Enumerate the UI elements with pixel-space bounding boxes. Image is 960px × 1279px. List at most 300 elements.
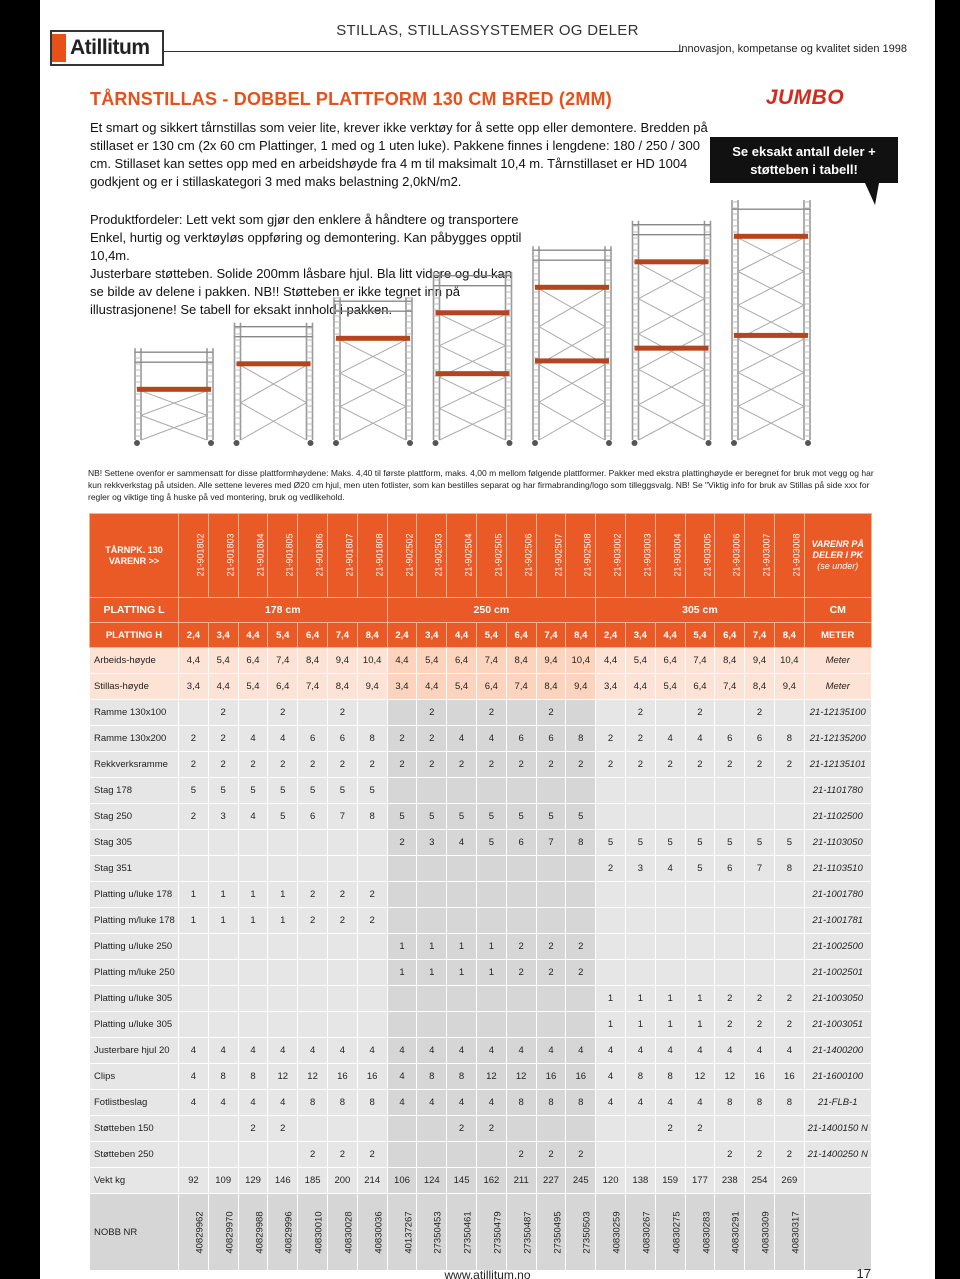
- scaffold-wheel: [208, 440, 214, 446]
- platting-length-group: 305 cm: [596, 598, 805, 623]
- part-quantity: 3: [417, 830, 447, 856]
- part-quantity: 4,4: [208, 674, 238, 700]
- part-quantity: 2: [327, 700, 357, 726]
- part-quantity: 5: [268, 804, 298, 830]
- part-quantity: 6,4: [476, 674, 506, 700]
- part-quantity: 2: [536, 1142, 566, 1168]
- part-quantity: 5: [566, 804, 596, 830]
- nobb-number-text: 40829970: [224, 1210, 236, 1254]
- part-quantity: 2: [327, 1142, 357, 1168]
- part-quantity: 4: [208, 1090, 238, 1116]
- part-number: 21-1001780: [804, 882, 871, 908]
- part-quantity: [745, 882, 775, 908]
- part-quantity: 5: [238, 778, 268, 804]
- part-quantity: [596, 960, 626, 986]
- package-code-text: 21-901806: [314, 533, 325, 577]
- part-quantity: [298, 856, 328, 882]
- scaffold-wheel: [333, 440, 339, 446]
- package-code: [596, 514, 626, 598]
- part-quantity: 2: [506, 1142, 536, 1168]
- part-quantity: [208, 1012, 238, 1038]
- part-row: [90, 778, 872, 804]
- part-row: [90, 908, 872, 934]
- part-quantity: [506, 908, 536, 934]
- footer-url[interactable]: www.atillitum.no: [444, 1268, 531, 1279]
- part-number: 21-1102500: [804, 804, 871, 830]
- nobb-number-text: 40830036: [373, 1210, 385, 1254]
- part-quantity: 8: [357, 804, 387, 830]
- scaffold-wheel: [805, 440, 811, 446]
- part-quantity: 2: [327, 752, 357, 778]
- part-quantity: 185: [298, 1168, 328, 1194]
- part-quantity: 4: [327, 1038, 357, 1064]
- part-quantity: 92: [179, 1168, 209, 1194]
- part-row: [90, 752, 872, 778]
- platting-height-value: 2,4: [596, 623, 626, 648]
- part-quantity: 4: [357, 1038, 387, 1064]
- platting-height-value: 4,4: [655, 623, 685, 648]
- nobb-ref-empty: [804, 1194, 871, 1271]
- part-quantity: 4: [179, 1064, 209, 1090]
- part-quantity: [417, 856, 447, 882]
- package-code-text: 21-902504: [463, 533, 474, 577]
- package-code-text: 21-902505: [493, 533, 504, 577]
- part-quantity: 4: [596, 1064, 626, 1090]
- part-quantity: 5: [774, 830, 804, 856]
- scaffold-platform: [137, 387, 211, 392]
- header-divider: [162, 51, 682, 52]
- part-quantity: [506, 700, 536, 726]
- part-row: [90, 882, 872, 908]
- part-quantity: 5,4: [238, 674, 268, 700]
- part-name: Rekkverksramme: [90, 752, 179, 778]
- part-quantity: [447, 700, 477, 726]
- part-quantity: 2: [357, 882, 387, 908]
- part-quantity: 5: [596, 830, 626, 856]
- product-benefits: Produktfordeler: Lett vekt som gjør den enklere å håndtere og transportere Enkel, hurtig og verktøyløs oppføring og demontering. Kan påbygges opptil 10,4m. Justerbare støtteben. Solide 200mm låsbare hjul. Bla litt og du kan se bilde av delene i pakken. NB!! Støtteben er ikke tegnet på illustrasjonene! Se tabell for eksakt innhold i pakken.: [90, 212, 522, 317]
- part-quantity: 7,4: [268, 648, 298, 674]
- scaffold-platform: [436, 310, 510, 315]
- part-quantity: [566, 1012, 596, 1038]
- part-quantity: 2: [268, 700, 298, 726]
- scaffold-wheel: [606, 440, 612, 446]
- part-name: Platting m/luke 178: [90, 908, 179, 934]
- part-quantity: 7,4: [298, 674, 328, 700]
- part-row: [90, 726, 872, 752]
- part-quantity: 7,4: [506, 674, 536, 700]
- part-quantity: 7: [536, 830, 566, 856]
- nobb-number: [536, 1194, 566, 1271]
- part-quantity: 5,4: [655, 674, 685, 700]
- part-quantity: 8: [357, 1090, 387, 1116]
- package-code: [625, 514, 655, 598]
- part-quantity: 2: [417, 700, 447, 726]
- part-quantity: [536, 1116, 566, 1142]
- part-quantity: 124: [417, 1168, 447, 1194]
- part-quantity: [506, 1012, 536, 1038]
- part-quantity: 238: [715, 1168, 745, 1194]
- part-quantity: 1: [387, 960, 417, 986]
- part-quantity: 10,4: [357, 648, 387, 674]
- part-quantity: 6: [506, 726, 536, 752]
- part-quantity: 120: [596, 1168, 626, 1194]
- part-quantity: 2: [327, 882, 357, 908]
- part-number: 21-1001781: [804, 908, 871, 934]
- part-quantity: 6,4: [447, 648, 477, 674]
- part-quantity: [476, 856, 506, 882]
- part-quantity: 3,4: [596, 674, 626, 700]
- part-quantity: 2: [179, 752, 209, 778]
- part-quantity: 9,4: [357, 674, 387, 700]
- part-quantity: 2: [715, 1142, 745, 1168]
- part-quantity: [536, 986, 566, 1012]
- part-name: Ramme 130x200: [90, 726, 179, 752]
- part-name: Stag 351: [90, 856, 179, 882]
- part-quantity: 5: [179, 778, 209, 804]
- part-quantity: [268, 960, 298, 986]
- part-name: Stag 250: [90, 804, 179, 830]
- platting-height-value: 2,4: [179, 623, 209, 648]
- part-quantity: 2: [596, 726, 626, 752]
- part-quantity: [417, 1116, 447, 1142]
- nobb-number-text: 40830309: [760, 1210, 772, 1254]
- part-quantity: 8: [566, 1090, 596, 1116]
- part-quantity: 5: [506, 804, 536, 830]
- part-quantity: [327, 830, 357, 856]
- part-quantity: [208, 986, 238, 1012]
- part-quantity: [238, 700, 268, 726]
- part-number: 21-1101780: [804, 778, 871, 804]
- part-quantity: [238, 1142, 268, 1168]
- part-quantity: [447, 908, 477, 934]
- part-quantity: 4: [179, 1038, 209, 1064]
- part-quantity: 3: [208, 804, 238, 830]
- part-quantity: [625, 778, 655, 804]
- part-quantity: [745, 960, 775, 986]
- assembly-note: NB! Settene ovenfor er sammensatt for disse plattformhøydene: Maks. 4,40 til første plattform, maks. 4,00 m mellom følgende plattformer. Pakker med ekstra plattinghøyde er beregnet for bruk mot vegg og har kun rekkverkstag på utsiden. Alle settene leveres med Ø20 cm hjul, men uten fotlister, som kan bestilles separat og har firmabranding/logo som tilleggsvalg. NB! Se "Viktig info for bruk av Stillas på side xxx for regler og viktige ting å huske på ved montering, bruk og vedlikehold.: [88, 468, 874, 502]
- part-quantity: 269: [774, 1168, 804, 1194]
- package-code-text: 21-902508: [582, 533, 593, 577]
- part-quantity: 12: [268, 1064, 298, 1090]
- part-name: Ramme 130x100: [90, 700, 179, 726]
- platting-height-value: 5,4: [685, 623, 715, 648]
- scaffold-platform: [535, 285, 609, 290]
- part-quantity: [357, 960, 387, 986]
- part-quantity: 2: [506, 934, 536, 960]
- part-quantity: [655, 804, 685, 830]
- platting-height-value: 2,4: [387, 623, 417, 648]
- part-quantity: [238, 830, 268, 856]
- part-quantity: 4: [715, 1038, 745, 1064]
- part-name: Stillas-høyde: [90, 674, 179, 700]
- part-number: 21-12135100: [804, 700, 871, 726]
- part-quantity: [179, 1142, 209, 1168]
- package-code: [327, 514, 357, 598]
- part-row: [90, 1090, 872, 1116]
- package-code-text: 21-903008: [791, 533, 802, 577]
- part-quantity: 4: [655, 726, 685, 752]
- part-quantity: 2: [208, 752, 238, 778]
- part-quantity: [357, 1012, 387, 1038]
- part-quantity: [179, 856, 209, 882]
- part-quantity: 4: [298, 1038, 328, 1064]
- part-quantity: 5: [715, 830, 745, 856]
- part-quantity: 145: [447, 1168, 477, 1194]
- part-quantity: 10,4: [566, 648, 596, 674]
- part-quantity: 5: [745, 830, 775, 856]
- part-quantity: 6: [715, 856, 745, 882]
- part-number: 21-1400200: [804, 1038, 871, 1064]
- part-quantity: [238, 856, 268, 882]
- part-quantity: [566, 856, 596, 882]
- part-quantity: 4: [685, 1090, 715, 1116]
- part-quantity: 6,4: [238, 648, 268, 674]
- package-code: [715, 514, 745, 598]
- part-quantity: 254: [745, 1168, 775, 1194]
- part-quantity: 6: [745, 726, 775, 752]
- part-quantity: 1: [268, 882, 298, 908]
- part-row: [90, 1038, 872, 1064]
- platting-height-value: 7,4: [536, 623, 566, 648]
- platting-length-row: [90, 598, 872, 623]
- part-quantity: [685, 804, 715, 830]
- part-quantity: 4: [447, 1090, 477, 1116]
- package-code-text: 21-903004: [672, 533, 683, 577]
- part-row: [90, 1142, 872, 1168]
- part-quantity: [774, 804, 804, 830]
- part-quantity: 4: [238, 804, 268, 830]
- part-quantity: [238, 934, 268, 960]
- part-quantity: [596, 1142, 626, 1168]
- part-quantity: 5: [447, 804, 477, 830]
- platting-height-value: 3,4: [625, 623, 655, 648]
- nobb-number: [238, 1194, 268, 1271]
- parts-ref-header-title: VARENR PÅ DELER I PK: [811, 539, 864, 560]
- platting-height-value: 6,4: [298, 623, 328, 648]
- nobb-label: NOBB NR: [90, 1194, 179, 1271]
- product-intro: Et smart og sikkert tårnstillas som veier lite, krever ikke verktøy for å sette opp eller demontere. Bredden på stillaset er 130 cm (2x 60 cm Plattinger, 1 med og 1 uten luke). Pakkene finnes i lengdene: 180 / 250 / 300 cm. Stillaset kan settes opp med en arbeidshøyde fra 4 m til maksimalt 10,4 m. Tårnstillaset er HD 1004 godkjent og er i stillaskategori 3 med maks belastning 2,0kN/m2.: [90, 120, 708, 189]
- platting-length-unit: CM: [804, 598, 871, 623]
- part-quantity: [447, 986, 477, 1012]
- part-quantity: 2: [625, 726, 655, 752]
- part-quantity: [417, 1142, 447, 1168]
- part-quantity: 2: [536, 934, 566, 960]
- part-quantity: 2: [387, 830, 417, 856]
- nobb-number-text: 40830275: [671, 1210, 683, 1254]
- part-quantity: 2: [298, 752, 328, 778]
- part-quantity: [208, 1116, 238, 1142]
- part-quantity: 1: [596, 1012, 626, 1038]
- part-quantity: 1: [387, 934, 417, 960]
- part-quantity: 2: [536, 700, 566, 726]
- part-quantity: 9,4: [566, 674, 596, 700]
- nobb-number: [625, 1194, 655, 1271]
- part-quantity: 3,4: [387, 674, 417, 700]
- part-quantity: [506, 856, 536, 882]
- part-quantity: 159: [655, 1168, 685, 1194]
- part-quantity: 9,4: [536, 648, 566, 674]
- part-quantity: [357, 856, 387, 882]
- part-quantity: 4: [387, 1090, 417, 1116]
- part-quantity: [298, 934, 328, 960]
- platting-height-value: 7,4: [745, 623, 775, 648]
- part-quantity: 3,4: [179, 674, 209, 700]
- part-quantity: [655, 908, 685, 934]
- part-quantity: [745, 778, 775, 804]
- part-quantity: 1: [655, 1012, 685, 1038]
- part-number: 21-12135200: [804, 726, 871, 752]
- part-quantity: [327, 1012, 357, 1038]
- part-quantity: [745, 1116, 775, 1142]
- parts-ref-header-note: (se under): [817, 561, 859, 571]
- part-row: [90, 700, 872, 726]
- nobb-number: [327, 1194, 357, 1271]
- part-quantity: [298, 960, 328, 986]
- part-quantity: [745, 908, 775, 934]
- part-quantity: [268, 1012, 298, 1038]
- part-quantity: [179, 830, 209, 856]
- part-quantity: 2: [357, 1142, 387, 1168]
- part-quantity: 4: [625, 1038, 655, 1064]
- part-row: [90, 934, 872, 960]
- platting-length-label: PLATTING L: [90, 598, 179, 623]
- part-quantity: 2: [685, 700, 715, 726]
- scaffold-wheel: [134, 440, 140, 446]
- nobb-number-text: 40830283: [701, 1210, 713, 1254]
- nobb-number-text: 40830267: [641, 1210, 653, 1254]
- part-quantity: [536, 856, 566, 882]
- part-name: Platting u/luke 178: [90, 882, 179, 908]
- part-quantity: [655, 1142, 685, 1168]
- package-code-text: 21-901802: [195, 533, 206, 577]
- part-quantity: [715, 960, 745, 986]
- part-quantity: [566, 778, 596, 804]
- part-quantity: 16: [566, 1064, 596, 1090]
- part-quantity: [208, 1142, 238, 1168]
- part-quantity: 16: [357, 1064, 387, 1090]
- part-quantity: [447, 778, 477, 804]
- part-quantity: 2: [745, 1012, 775, 1038]
- catalog-page: [40, 0, 935, 1279]
- part-quantity: [625, 804, 655, 830]
- part-quantity: [774, 778, 804, 804]
- part-quantity: 8: [208, 1064, 238, 1090]
- scaffold-wheel: [706, 440, 712, 446]
- part-quantity: [506, 778, 536, 804]
- part-quantity: 5,4: [208, 648, 238, 674]
- nobb-number: [506, 1194, 536, 1271]
- part-quantity: 1: [655, 986, 685, 1012]
- part-quantity: [774, 882, 804, 908]
- scaffold-platform: [436, 371, 510, 376]
- part-quantity: [327, 960, 357, 986]
- nobb-number: [745, 1194, 775, 1271]
- part-quantity: 2: [179, 726, 209, 752]
- part-quantity: 8: [655, 1064, 685, 1090]
- part-quantity: 1: [238, 882, 268, 908]
- part-row: [90, 1012, 872, 1038]
- part-quantity: [745, 934, 775, 960]
- part-quantity: [745, 804, 775, 830]
- part-quantity: 2: [327, 908, 357, 934]
- part-quantity: [357, 934, 387, 960]
- part-quantity: 1: [685, 986, 715, 1012]
- part-quantity: 8,4: [745, 674, 775, 700]
- part-quantity: 4,4: [596, 648, 626, 674]
- scaffold-wheel: [731, 440, 737, 446]
- part-quantity: [774, 700, 804, 726]
- part-quantity: 8: [566, 726, 596, 752]
- platting-height-value: 3,4: [417, 623, 447, 648]
- part-quantity: 2: [208, 726, 238, 752]
- part-quantity: 106: [387, 1168, 417, 1194]
- package-code: [745, 514, 775, 598]
- part-quantity: 5: [685, 856, 715, 882]
- part-quantity: 8: [298, 1090, 328, 1116]
- part-quantity: [387, 1116, 417, 1142]
- part-number: 21-1002500: [804, 934, 871, 960]
- part-quantity: 2: [745, 700, 775, 726]
- part-quantity: 6,4: [655, 648, 685, 674]
- package-code: [447, 514, 477, 598]
- part-quantity: 8: [774, 726, 804, 752]
- part-quantity: [715, 1116, 745, 1142]
- part-quantity: 1: [476, 934, 506, 960]
- part-quantity: 4: [536, 1038, 566, 1064]
- part-quantity: [298, 700, 328, 726]
- nobb-number-text: 27350487: [522, 1210, 534, 1254]
- package-code: [208, 514, 238, 598]
- part-quantity: 5: [476, 804, 506, 830]
- part-quantity: [417, 908, 447, 934]
- part-quantity: [596, 934, 626, 960]
- package-code: [685, 514, 715, 598]
- part-quantity: 2: [566, 1142, 596, 1168]
- part-quantity: 2: [774, 1142, 804, 1168]
- part-quantity: [238, 1012, 268, 1038]
- part-quantity: [685, 934, 715, 960]
- part-quantity: [536, 1012, 566, 1038]
- part-quantity: 4: [268, 1090, 298, 1116]
- part-quantity: 16: [536, 1064, 566, 1090]
- scaffold-wheel: [632, 440, 638, 446]
- part-quantity: 12: [506, 1064, 536, 1090]
- package-code-text: 21-902507: [553, 533, 564, 577]
- part-quantity: 129: [238, 1168, 268, 1194]
- part-quantity: 2: [596, 752, 626, 778]
- part-number: 21-1400250 N: [804, 1142, 871, 1168]
- part-quantity: [625, 908, 655, 934]
- part-quantity: [715, 778, 745, 804]
- part-number: 21-1103050: [804, 830, 871, 856]
- nobb-number: [655, 1194, 685, 1271]
- part-quantity: 5,4: [447, 674, 477, 700]
- part-quantity: [536, 908, 566, 934]
- nobb-number: [596, 1194, 626, 1271]
- part-quantity: 4: [447, 1038, 477, 1064]
- part-quantity: 138: [625, 1168, 655, 1194]
- part-quantity: 8,4: [715, 648, 745, 674]
- nobb-number-text: 40830028: [343, 1210, 355, 1254]
- part-quantity: [655, 700, 685, 726]
- part-quantity: 7,4: [715, 674, 745, 700]
- part-quantity: 2: [238, 1116, 268, 1142]
- nobb-number: [566, 1194, 596, 1271]
- part-quantity: [774, 960, 804, 986]
- part-quantity: [596, 778, 626, 804]
- part-quantity: 9,4: [745, 648, 775, 674]
- part-quantity: [655, 882, 685, 908]
